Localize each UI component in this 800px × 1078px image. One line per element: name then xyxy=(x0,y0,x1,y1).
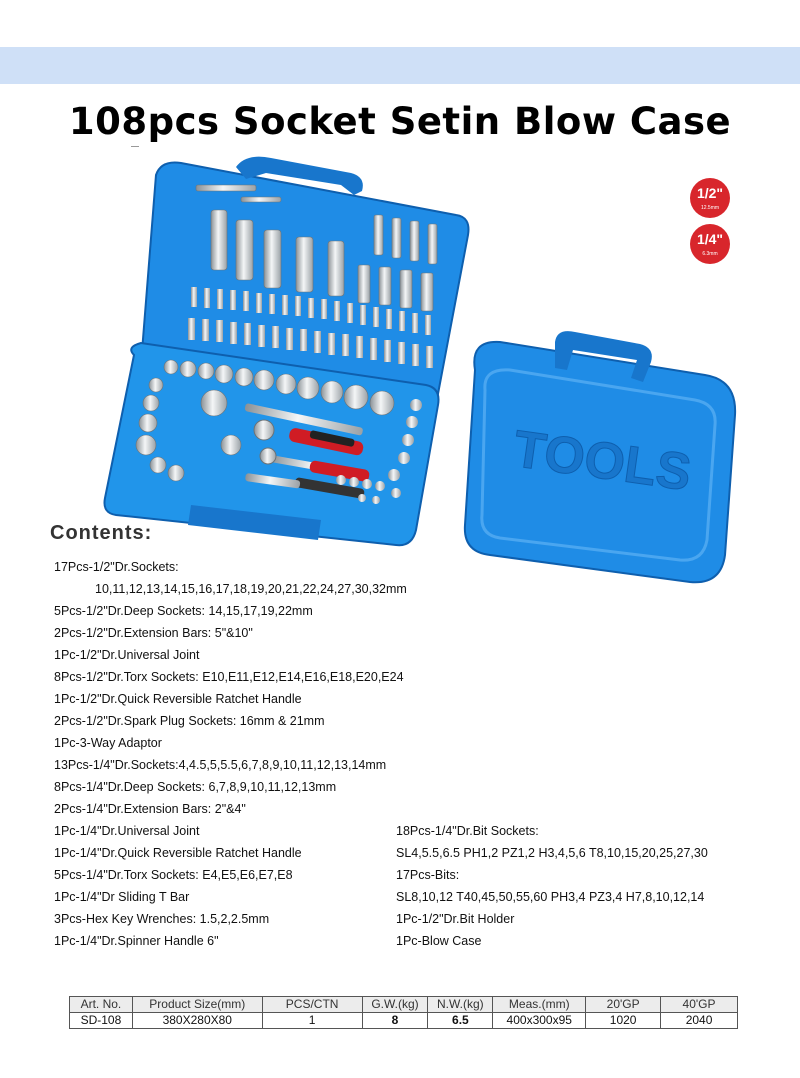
spec-line: 1Pc-1/4"Dr Sliding T Bar xyxy=(54,890,190,904)
table-header-row xyxy=(70,997,738,1013)
svg-text:1/2": 1/2" xyxy=(696,185,724,201)
table-row xyxy=(70,1013,738,1029)
svg-text:12.5mm: 12.5mm xyxy=(700,205,720,211)
spec-line: 1Pc-1/2"Dr.Universal Joint xyxy=(54,648,200,662)
divider xyxy=(131,146,139,147)
table-header: 40'GP xyxy=(661,997,738,1013)
spec-line: 2Pcs-1/2"Dr.Spark Plug Sockets: 16mm & 21mm xyxy=(54,714,325,728)
svg-text:6.3mm: 6.3mm xyxy=(702,251,718,257)
table-header: Product Size(mm) xyxy=(132,997,262,1013)
table-cell: 1 xyxy=(262,1013,362,1029)
spec-line: 5Pcs-1/2"Dr.Deep Sockets: 14,15,17,19,22mm xyxy=(54,604,313,618)
spec-line: 3Pcs-Hex Key Wrenches: 1.5,2,2.5mm xyxy=(54,912,270,926)
half-inch-badge xyxy=(688,176,732,220)
table-cell: SD-108 xyxy=(70,1013,133,1029)
table-cell: 8 xyxy=(362,1013,428,1029)
table-cell: 400x300x95 xyxy=(493,1013,586,1029)
spec-line: 2Pcs-1/2"Dr.Extension Bars: 5"&10" xyxy=(54,626,253,640)
spec-line: SL4,5.5,6.5 PH1,2 PZ1,2 H3,4,5,6 T8,10,15,20,25,27,30 xyxy=(396,846,708,860)
contents-heading: Contents: xyxy=(50,522,153,544)
spec-line: 1Pc-1/4"Dr.Quick Reversible Ratchet Handle xyxy=(54,846,302,860)
table-cell: 6.5 xyxy=(428,1013,493,1029)
spec-line: 17Pcs-1/2"Dr.Sockets: xyxy=(54,560,179,574)
spec-line: 10,11,12,13,14,15,16,17,18,19,20,21,22,24,27,30,32mm xyxy=(95,582,407,596)
spec-line: 1Pc-3-Way Adaptor xyxy=(54,736,162,750)
spec-line: 8Pcs-1/4"Dr.Deep Sockets: 6,7,8,9,10,11,12,13mm xyxy=(54,780,337,794)
spec-line: 8Pcs-1/2"Dr.Torx Sockets: E10,E11,E12,E14,E16,E18,E20,E24 xyxy=(54,670,404,684)
spec-line: 13Pcs-1/4"Dr.Sockets:4,4.5,5,5.5,6,7,8,9,10,11,12,13,14mm xyxy=(54,758,387,772)
table-header: G.W.(kg) xyxy=(362,997,428,1013)
table-header: N.W.(kg) xyxy=(428,997,493,1013)
table-header: PCS/CTN xyxy=(262,997,362,1013)
spec-line: 5Pcs-1/4"Dr.Torx Sockets: E4,E5,E6,E7,E8 xyxy=(54,868,293,882)
table-header: Meas.(mm) xyxy=(493,997,586,1013)
spec-line: 1Pc-Blow Case xyxy=(396,934,482,948)
spec-line: 1Pc-1/4"Dr.Spinner Handle 6" xyxy=(54,934,219,948)
spec-line: SL8,10,12 T40,45,50,55,60 PH3,4 PZ3,4 H7,8,10,12,14 xyxy=(396,890,705,904)
spec-line: 18Pcs-1/4"Dr.Bit Sockets: xyxy=(396,824,539,838)
case-logo-text: TOOLS xyxy=(510,420,695,503)
spec-line: 1Pc-1/2"Dr.Quick Reversible Ratchet Handle xyxy=(54,692,302,706)
open-case-photo xyxy=(96,155,476,555)
svg-text:1/4": 1/4" xyxy=(696,231,724,247)
table-header: Art. No. xyxy=(70,997,133,1013)
spec-line: 17Pcs-Bits: xyxy=(396,868,460,882)
closed-case-photo xyxy=(455,330,745,590)
table-cell: 380X280X80 xyxy=(132,1013,262,1029)
page-title: 108pcs Socket Setin Blow Case xyxy=(68,100,732,143)
packing-info-table xyxy=(69,996,738,1029)
spec-line: 1Pc-1/2"Dr.Bit Holder xyxy=(396,912,515,926)
table-cell: 1020 xyxy=(586,1013,661,1029)
spec-line: 1Pc-1/4"Dr.Universal Joint xyxy=(54,824,200,838)
table-cell: 2040 xyxy=(661,1013,738,1029)
quarter-inch-badge xyxy=(688,222,732,266)
top-banner xyxy=(0,47,800,84)
spec-line: 2Pcs-1/4"Dr.Extension Bars: 2"&4" xyxy=(54,802,246,816)
table-header: 20'GP xyxy=(586,997,661,1013)
